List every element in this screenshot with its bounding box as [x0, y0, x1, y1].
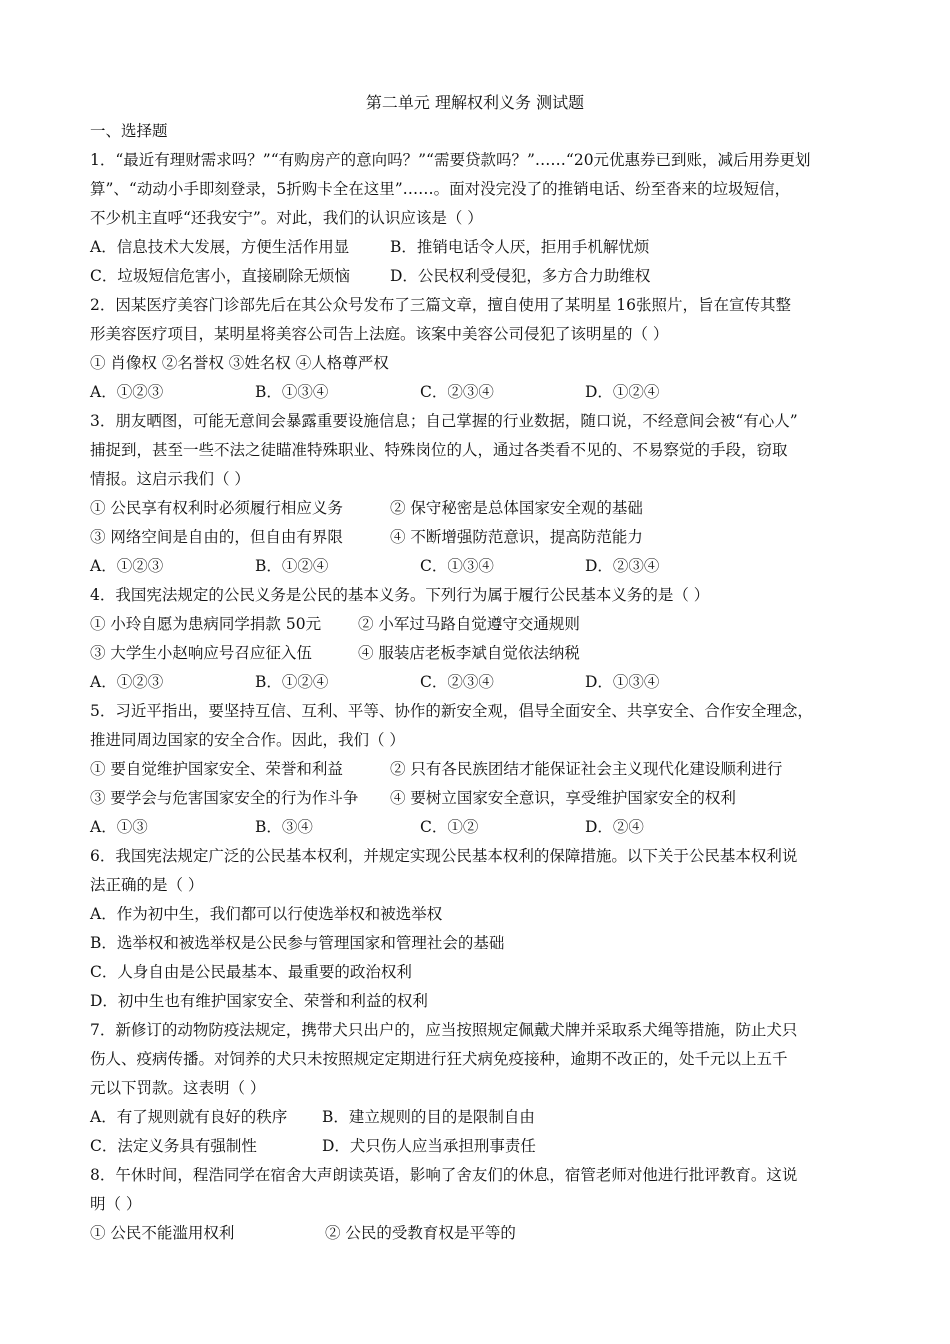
option-b: B．①②④ — [255, 557, 329, 575]
statement-1: ① 要自觉维护国家安全、荣誉和利益 — [90, 760, 343, 778]
question-2-stem: 形美容医疗项目，某明星将美容公司告上法庭。该案中美容公司侵犯了该明星的（ ） — [90, 325, 669, 343]
question-2-items: ① 肖像权 ②名誉权 ③姓名权 ④人格尊严权 — [90, 354, 389, 372]
option-d: D．②④ — [585, 818, 644, 836]
question-3-stem: 捕捉到，甚至一些不法之徒瞄准特殊职业、特殊岗位的人，通过各类看不见的、不易察觉的手段，窃取 — [90, 441, 788, 459]
option-b: B．①②④ — [255, 673, 329, 691]
option-a: A．①②③ — [90, 383, 164, 401]
question-8-items-row — [90, 1219, 870, 1248]
question-7-options-row — [90, 1103, 870, 1132]
option-d: D．犬只伤人应当承担刑事责任 — [322, 1137, 536, 1155]
question-2-options-row — [90, 378, 870, 407]
option-c: C．②③④ — [420, 383, 494, 401]
question-8-stem: 8．午休时间，程浩同学在宿舍大声朗读英语，影响了舍友们的休息，宿管老师对他进行批评教育。这说 — [90, 1166, 798, 1184]
statement-2: ② 只有各民族团结才能保证社会主义现代化建设顺利进行 — [390, 760, 783, 778]
question-7-stem: 元以下罚款。这表明（ ） — [90, 1079, 266, 1097]
question-4-options-row — [90, 668, 870, 697]
question-1-options-row — [90, 262, 870, 291]
option-b: B．推销电话令人厌，拒用手机解忧烦 — [390, 238, 650, 256]
statement-3: ③ 网络空间是自由的，但自由有界限 — [90, 528, 343, 546]
question-5-stem: 5．习近平指出，要坚持互信、互利、平等、协作的新安全观，倡导全面安全、共享安全、合作安全理念， — [90, 702, 813, 720]
option-d: D．初中生也有维护国家安全、荣誉和利益的权利 — [90, 992, 428, 1010]
statement-1: ① 公民不能滥用权利 — [90, 1224, 235, 1242]
option-d: D．公民权利受侵犯，多方合力助维权 — [390, 267, 651, 285]
question-3-items-row — [90, 494, 870, 523]
question-5-items-row — [90, 755, 870, 784]
option-c: C．法定义务具有强制性 — [90, 1137, 257, 1155]
option-c: C．人身自由是公民最基本、最重要的政治权利 — [90, 963, 412, 981]
question-7-stem: 伤人、疫病传播。对饲养的犬只未按照规定定期进行狂犬病免疫接种，逾期不改正的，处千元以上五千 — [90, 1050, 788, 1068]
page-title: 第二单元 理解权利义务 测试题 — [365, 93, 585, 112]
question-1-stem: 1．“最近有理财需求吗？”“有购房产的意向吗？”“需要贷款吗？”……“20元优惠券已到账，减后用券更划 — [90, 151, 811, 169]
question-4-stem: 4．我国宪法规定的公民义务是公民的基本义务。下列行为属于履行公民基本义务的是（ ） — [90, 586, 710, 604]
option-a: A．①②③ — [90, 557, 164, 575]
statement-4: ④ 要树立国家安全意识，享受维护国家安全的权利 — [390, 789, 736, 807]
option-c: C．①③④ — [420, 557, 494, 575]
question-7-stem: 7．新修订的动物防疫法规定，携带犬只出户的，应当按照规定佩戴犬牌并采取系犬绳等措施，防止犬只 — [90, 1021, 798, 1039]
statement-1: ① 公民享有权利时必须履行相应义务 — [90, 499, 343, 517]
question-list — [90, 117, 870, 1248]
option-d: D．①③④ — [585, 673, 660, 691]
question-5-stem: 推进同周边国家的安全合作。因此，我们（ ） — [90, 731, 405, 749]
option-c: C．②③④ — [420, 673, 494, 691]
option-d: D．①②④ — [585, 383, 660, 401]
statement-3: ③ 大学生小赵响应号召应征入伍 — [90, 644, 312, 662]
question-4-items-row — [90, 639, 870, 668]
section-heading: 一、选择题 — [90, 122, 168, 140]
statement-2: ② 小军过马路自觉遵守交通规则 — [358, 615, 580, 633]
option-d: D．②③④ — [585, 557, 660, 575]
question-7-options-row — [90, 1132, 870, 1161]
option-c: C．垃圾短信危害小，直接刷除无烦恼 — [90, 267, 350, 285]
option-a: A．信息技术大发展，方便生活作用显 — [90, 238, 350, 256]
statement-4: ④ 不断增强防范意识，提高防范能力 — [390, 528, 643, 546]
option-b: B．选举权和被选举权是公民参与管理国家和管理社会的基础 — [90, 934, 505, 952]
statement-2: ② 保守秘密是总体国家安全观的基础 — [390, 499, 643, 517]
question-1-stem: 算”、“动动小手即刻登录，5折购卡全在这里”……。面对没完没了的推销电话、纷至沓来的垃圾短信， — [90, 180, 791, 198]
statement-1: ① 小玲自愿为患病同学捐款 50元 — [90, 615, 322, 633]
question-4-items-row — [90, 610, 870, 639]
question-1-stem: 不少机主直呼“还我安宁”。对此，我们的认识应该是（ ） — [90, 209, 483, 227]
option-a: A．有了规则就有良好的秩序 — [90, 1108, 288, 1126]
statement-2: ② 公民的受教育权是平等的 — [325, 1224, 516, 1242]
question-3-options-row — [90, 552, 870, 581]
question-5-items-row — [90, 784, 870, 813]
statement-4: ④ 服装店老板李斌自觉依法纳税 — [358, 644, 580, 662]
question-2-stem: 2．因某医疗美容门诊部先后在其公众号发布了三篇文章，擅自使用了某明星 16张照片，旨在宣传其整 — [90, 296, 792, 314]
question-3-stem: 3．朋友晒图，可能无意间会暴露重要设施信息；自己掌握的行业数据，随口说，不经意间会被“有心人” — [90, 412, 798, 430]
option-b: B．①③④ — [255, 383, 329, 401]
question-3-stem: 情报。这启示我们（ ） — [90, 470, 250, 488]
statement-3: ③ 要学会与危害国家安全的行为作斗争 — [90, 789, 359, 807]
question-3-items-row — [90, 523, 870, 552]
question-8-stem: 明（ ） — [90, 1195, 142, 1213]
option-c: C．①② — [420, 818, 479, 836]
question-1-options-row — [90, 233, 870, 262]
question-6-stem: 6．我国宪法规定广泛的公民基本权利，并规定实现公民基本权利的保障措施。以下关于公民基本权利说 — [90, 847, 798, 865]
option-a: A．作为初中生，我们都可以行使选举权和被选举权 — [90, 905, 443, 923]
option-b: B．③④ — [255, 818, 313, 836]
option-b: B．建立规则的目的是限制自由 — [322, 1108, 535, 1126]
option-a: A．①③ — [90, 818, 148, 836]
question-6-stem: 法正确的是（ ） — [90, 876, 204, 894]
question-5-options-row — [90, 813, 870, 842]
option-a: A．①②③ — [90, 673, 164, 691]
